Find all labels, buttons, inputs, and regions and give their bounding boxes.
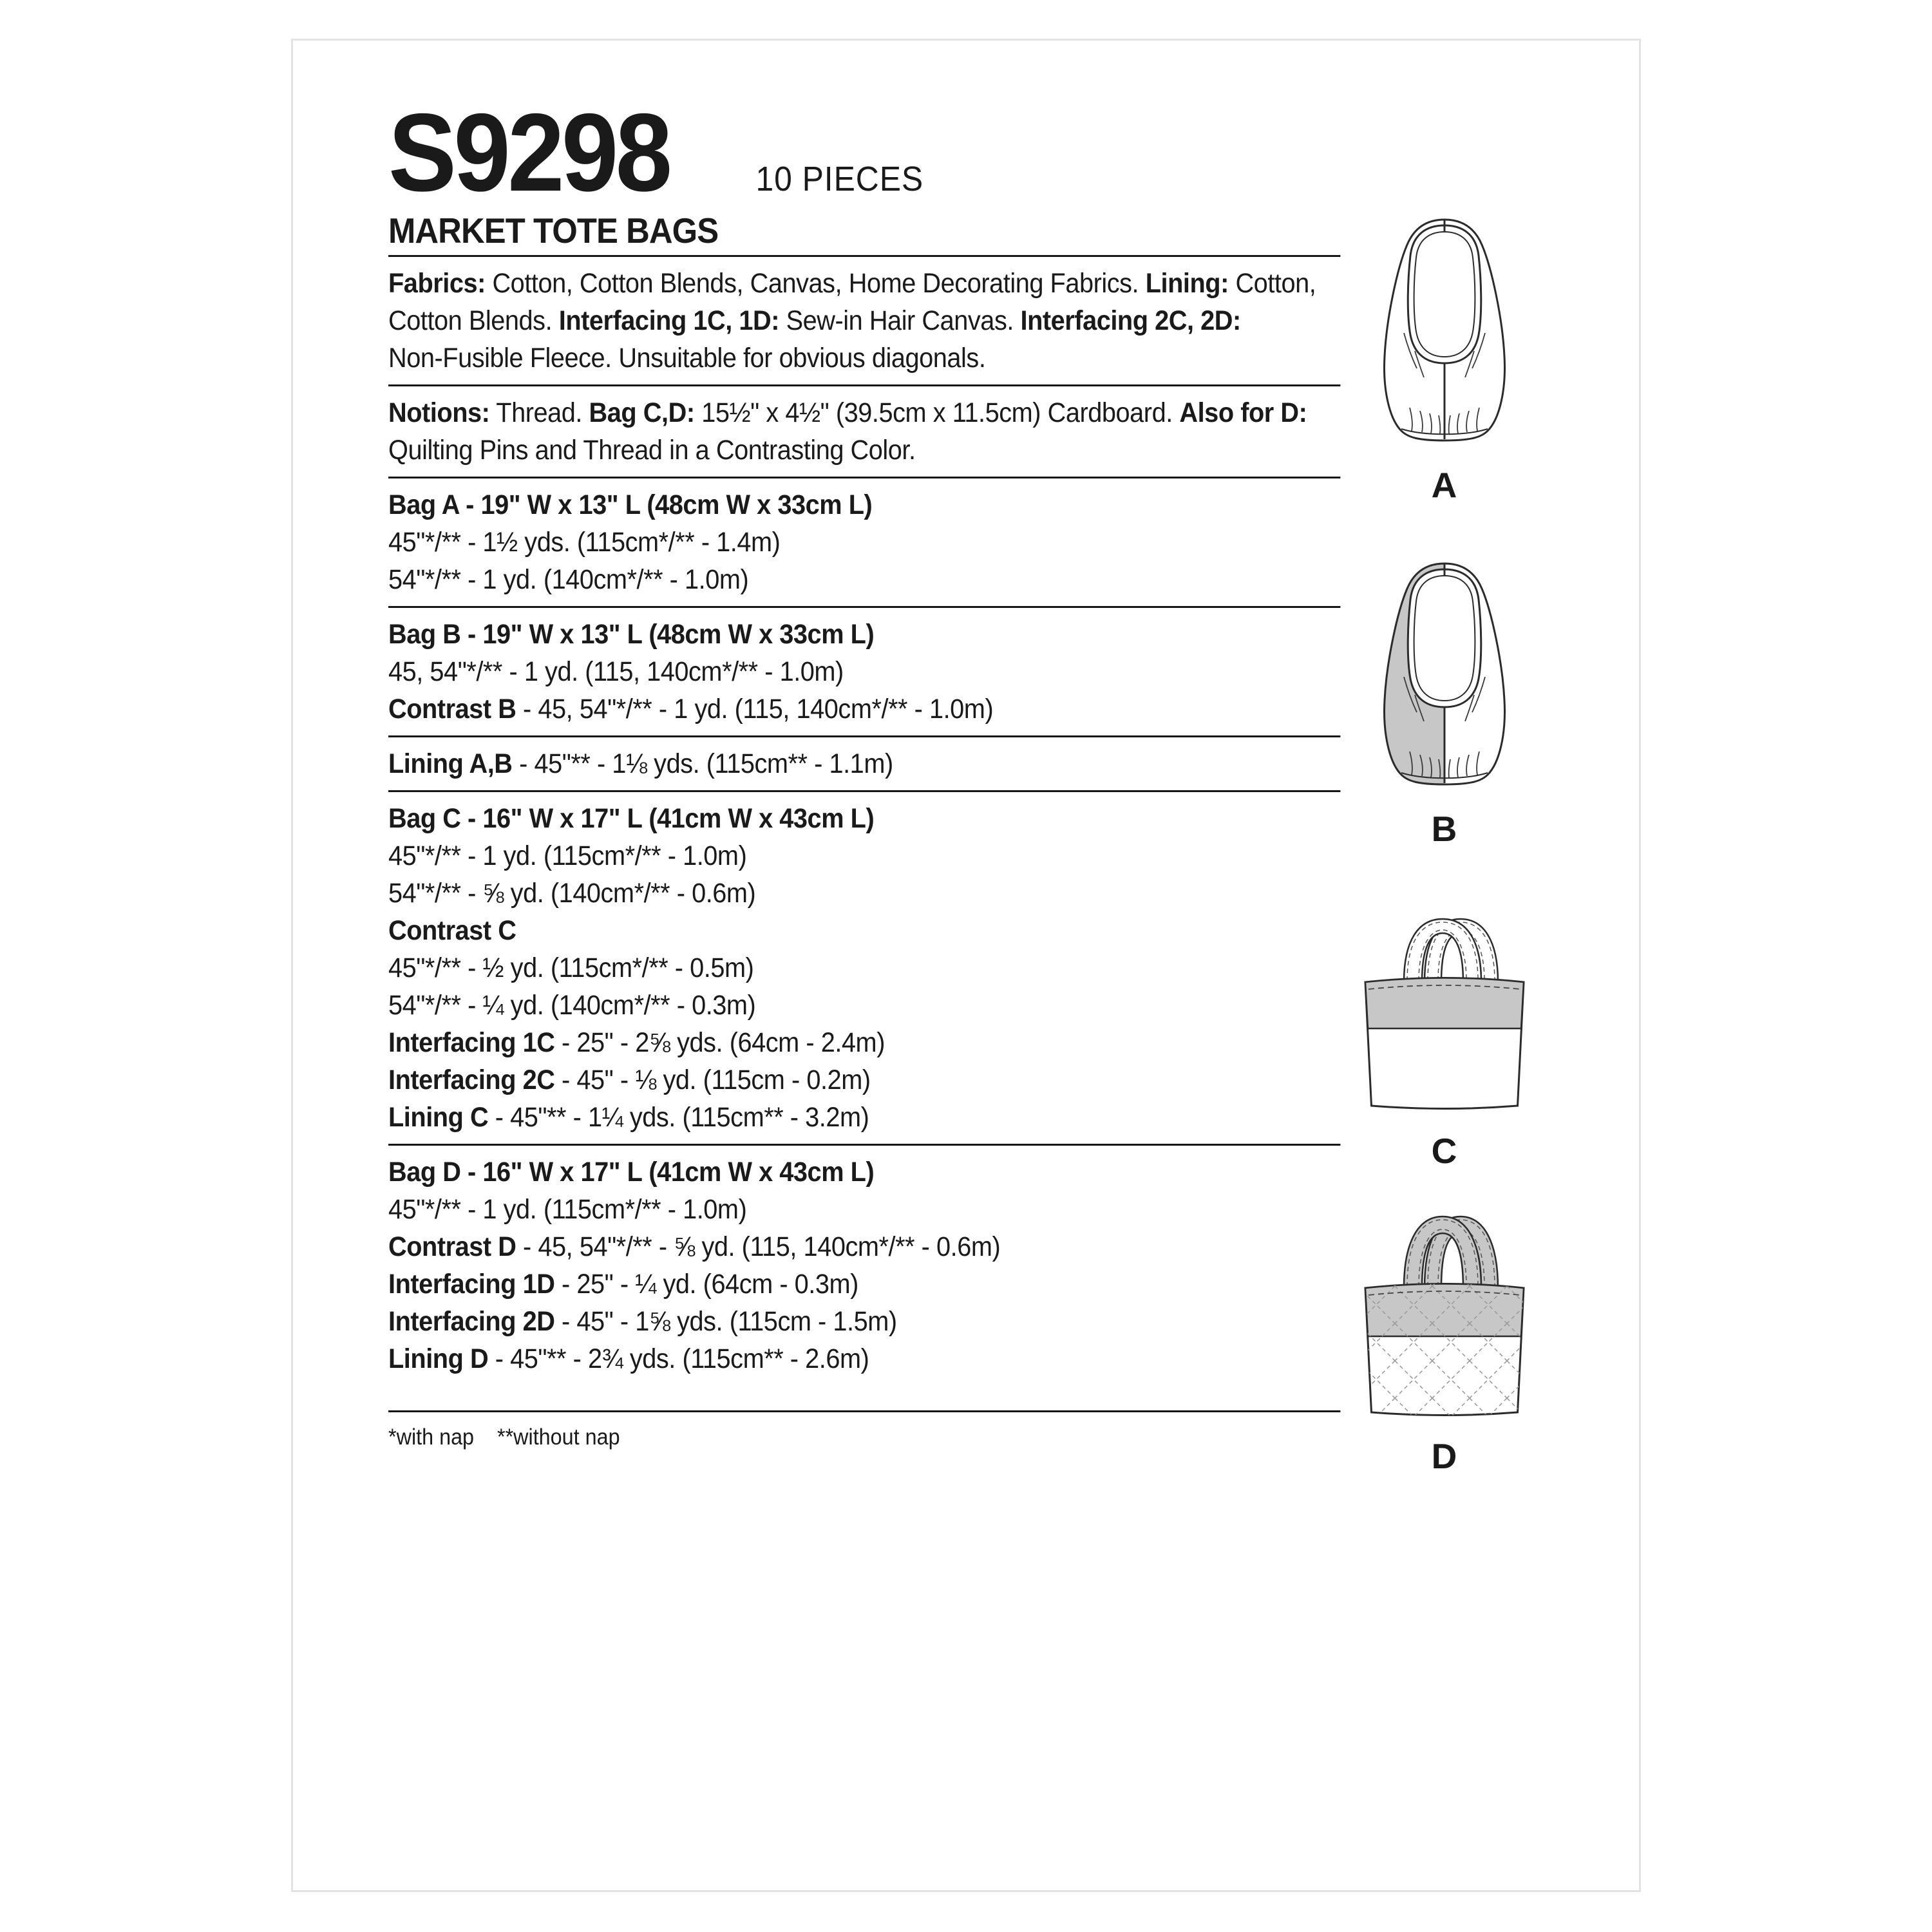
divider-rule (388, 790, 1340, 792)
spec-row (388, 800, 1340, 837)
spec-text: 45"*/** - ½ yd. (115cm*/** - 0.5m) (388, 952, 754, 983)
spec-label: Also for D: (1179, 397, 1307, 428)
spec-row (388, 616, 1340, 653)
spec-label: Lining D (388, 1343, 489, 1374)
spec-label: Lining A,B (388, 748, 513, 779)
spec-row (388, 837, 1340, 875)
spec-row (388, 1228, 1340, 1265)
spec-text: - 45"** - 1⅛ yds. (115cm** - 1.1m) (512, 748, 893, 779)
bag-c-drawing (1358, 915, 1531, 1113)
spec-text: Quilting Pins and Thread in a Contrasting Color. (388, 435, 916, 466)
spec-label: Interfacing 1C (388, 1027, 555, 1058)
spec-row (388, 431, 1340, 469)
section-fabrics (388, 261, 1340, 380)
spec-text: - 25" - ¼ yd. (64cm - 0.3m) (554, 1269, 858, 1300)
section-bag-a (388, 483, 1340, 601)
spec-text: - 45, 54"*/** - 1 yd. (115, 140cm*/** - 1.0m) (516, 694, 994, 724)
pattern-page (291, 39, 1641, 1892)
spec-text: - 45" - 1⅝ yds. (115cm - 1.5m) (554, 1306, 897, 1337)
spec-label: Lining C (388, 1102, 489, 1133)
bag-d-figure (1358, 1211, 1531, 1477)
spec-row (388, 486, 1340, 524)
spec-row (388, 561, 1340, 598)
spec-row (388, 987, 1340, 1024)
spec-row (388, 339, 1340, 377)
spec-label: Interfacing 2C (388, 1065, 555, 1095)
spec-row (388, 1191, 1340, 1228)
spec-row (388, 1153, 1340, 1191)
spec-row (388, 302, 1340, 339)
bag-a-drawing (1367, 216, 1522, 448)
title-row (388, 91, 1340, 214)
spec-text: 45"*/** - 1 yd. (115cm*/** - 1.0m) (388, 1194, 747, 1225)
spec-row (388, 1024, 1340, 1061)
spec-row (388, 949, 1340, 987)
spec-row (388, 1099, 1340, 1136)
spec-label: Fabrics: (388, 268, 486, 299)
spec-text: 45"*/** - 1½ yds. (115cm*/** - 1.4m) (388, 527, 781, 558)
spec-label: Interfacing 2C, 2D: (1020, 305, 1241, 336)
spec-label: Bag C,D: (589, 397, 695, 428)
spec-row (388, 265, 1340, 302)
divider-rule (388, 477, 1340, 478)
spec-row (388, 1340, 1340, 1378)
spec-text: 45, 54"*/** - 1 yd. (115, 140cm*/** - 1.0m) (388, 656, 844, 687)
divider-rule (388, 1144, 1340, 1146)
section-bag-b (388, 612, 1340, 731)
spec-text: 54"*/** - ⅝ yd. (140cm*/** - 0.6m) (388, 878, 756, 909)
spec-label: Bag B - 19" W x 13" L (48cm W x 33cm L) (388, 619, 875, 650)
spec-row (388, 653, 1340, 690)
spec-label: Contrast C (388, 915, 516, 946)
spec-text: Cotton, Cotton Blends, Canvas, Home Decorating Fabrics. (485, 268, 1146, 299)
spec-row (388, 912, 1340, 949)
bag-b-drawing (1367, 560, 1522, 791)
pieces-count: 10 PIECES (755, 160, 924, 198)
bag-c-label: C (1431, 1131, 1458, 1171)
spec-label: Bag A - 19" W x 13" L (48cm W x 33cm L) (388, 489, 873, 520)
bag-b-label: B (1431, 809, 1458, 849)
spec-label: Interfacing 1C, 1D: (558, 305, 779, 336)
spec-text: Sew-in Hair Canvas. (779, 305, 1021, 336)
divider-rule (388, 606, 1340, 608)
bag-b-figure (1367, 560, 1522, 849)
section-bag-c (388, 797, 1340, 1139)
spec-text: Cotton Blends. (388, 305, 559, 336)
spec-label: Bag C - 16" W x 17" L (41cm W x 43cm L) (388, 803, 875, 834)
section-bag-d (388, 1150, 1340, 1381)
text-column (388, 91, 1340, 1450)
spec-text: - 25" - 2⅝ yds. (64cm - 2.4m) (554, 1027, 885, 1058)
bag-d-label: D (1431, 1436, 1458, 1476)
divider-rule (388, 735, 1340, 737)
page-title: MARKET TOTE BAGS (388, 211, 719, 251)
pattern-number: S9298 (388, 91, 670, 214)
spec-row (388, 1061, 1340, 1099)
spec-text: 54"*/** - 1 yd. (140cm*/** - 1.0m) (388, 564, 749, 595)
spec-label: Notions: (388, 397, 490, 428)
bag-d-drawing (1358, 1211, 1531, 1419)
spec-text: - 45" - ⅛ yd. (115cm - 0.2m) (554, 1065, 871, 1095)
spec-text: Non-Fusible Fleece. Unsuitable for obvious diagonals. (388, 343, 986, 374)
spec-row (388, 1303, 1340, 1340)
divider-rule (388, 1410, 1340, 1412)
section-lining-ab (388, 742, 1340, 786)
spec-row (388, 875, 1340, 912)
bag-a-figure (1367, 216, 1522, 506)
spec-label: Interfacing 2D (388, 1306, 555, 1337)
spec-row (388, 524, 1340, 561)
title-rule (388, 255, 1340, 257)
spec-label: Interfacing 1D (388, 1269, 555, 1300)
spec-row (388, 1265, 1340, 1303)
spec-text: - 45"** - 2¾ yds. (115cm** - 2.6m) (488, 1343, 869, 1374)
spec-text: 54"*/** - ¼ yd. (140cm*/** - 0.3m) (388, 990, 756, 1021)
spec-row (388, 394, 1340, 431)
spec-text: - 45"** - 1¼ yds. (115cm** - 3.2m) (488, 1102, 869, 1133)
spec-label: Contrast B (388, 694, 516, 724)
bag-a-label: A (1431, 465, 1458, 505)
spec-text: 15½" x 4½" (39.5cm x 11.5cm) Cardboard. (694, 397, 1180, 428)
spec-label: Contrast D (388, 1231, 516, 1262)
divider-rule (388, 384, 1340, 386)
spec-sections (388, 261, 1340, 1412)
spec-row (388, 745, 1340, 782)
bag-c-figure (1358, 915, 1531, 1171)
section-notions (388, 391, 1340, 472)
spec-text: Cotton, (1228, 268, 1316, 299)
spec-text: - 45, 54"*/** - ⅝ yd. (115, 140cm*/** - 0.6m) (516, 1231, 1001, 1262)
spec-label: Bag D - 16" W x 17" L (41cm W x 43cm L) (388, 1157, 875, 1188)
spec-label: Lining: (1145, 268, 1229, 299)
spec-text: 45"*/** - 1 yd. (115cm*/** - 1.0m) (388, 840, 747, 871)
spec-text: Thread. (489, 397, 589, 428)
nap-footnote: *with nap **without nap (388, 1425, 620, 1450)
spec-row (388, 690, 1340, 728)
